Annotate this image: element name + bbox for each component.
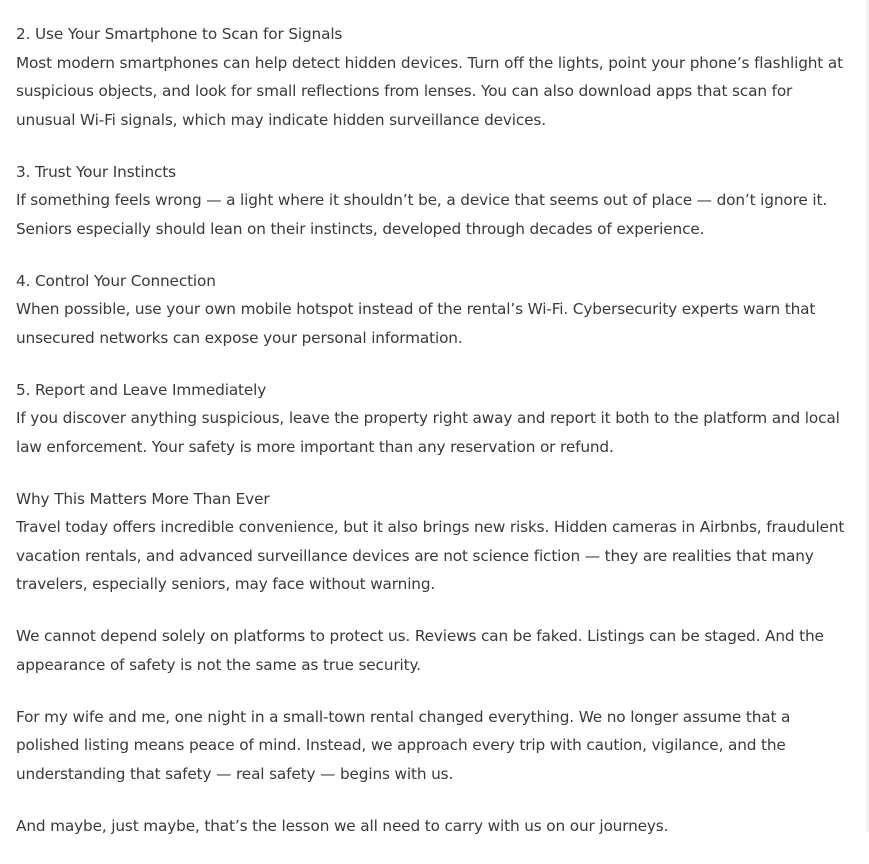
paragraph: And maybe, just maybe, that’s the lesson we all need to carry with us on our journeys. xyxy=(16,816,669,835)
section-scan-signals xyxy=(16,20,856,134)
section-trust-instincts xyxy=(16,158,856,244)
section-control-connection xyxy=(16,267,856,353)
article-body xyxy=(16,20,856,864)
section-heading: 4. Control Your Connection xyxy=(16,271,216,290)
section-text: Most modern smartphones can help detect hidden devices. Turn off the lights, point your phone’s flashlight at suspicious objects, and look for small reflections from lenses. You can also download apps that scan for unusual Wi-Fi signals, which may indicate hidden surveillance devices. xyxy=(16,53,843,129)
section-text: If you discover anything suspicious, leave the property right away and report it both to the platform and local law enforcement. Your safety is more important than any reservation or refund. xyxy=(16,409,840,456)
section-text: Travel today offers incredible convenience, but it also brings new risks. Hidden cameras in Airbnbs, fraudulent vacation rentals, and advanced surveillance devices are not science fiction — they are realities that many travelers, especially seniors, may face without warning. xyxy=(16,518,845,593)
section-text: When possible, use your own mobile hotspot instead of the rental’s Wi-Fi. Cybersecurity experts warn that unsecured networks can expose your personal information. xyxy=(16,300,816,347)
section-text: If something feels wrong — a light where it shouldn’t be, a device that seems out of place — don’t ignore it. Seniors especially should lean on their instincts, developed through decades of experience. xyxy=(16,191,828,238)
section-why-matters xyxy=(16,485,856,599)
section-heading: 2. Use Your Smartphone to Scan for Signals xyxy=(16,25,343,43)
paragraph: For my wife and me, one night in a small-town rental changed everything. We no longer assume that a polished listing means peace of mind. Instead, we approach every trip with caution, vigilance, and the understanding that safety — real safety — begins with us. xyxy=(16,707,791,783)
section-report-leave xyxy=(16,376,856,462)
section-heading: 5. Report and Leave Immediately xyxy=(16,380,267,399)
paragraph: We cannot depend solely on platforms to protect us. Reviews can be faked. Listings can be staged. And the appearance of safety is not the same as true security. xyxy=(16,627,824,674)
section-heading: Why This Matters More Than Ever xyxy=(16,489,270,508)
section-heading: 3. Trust Your Instincts xyxy=(16,162,176,181)
